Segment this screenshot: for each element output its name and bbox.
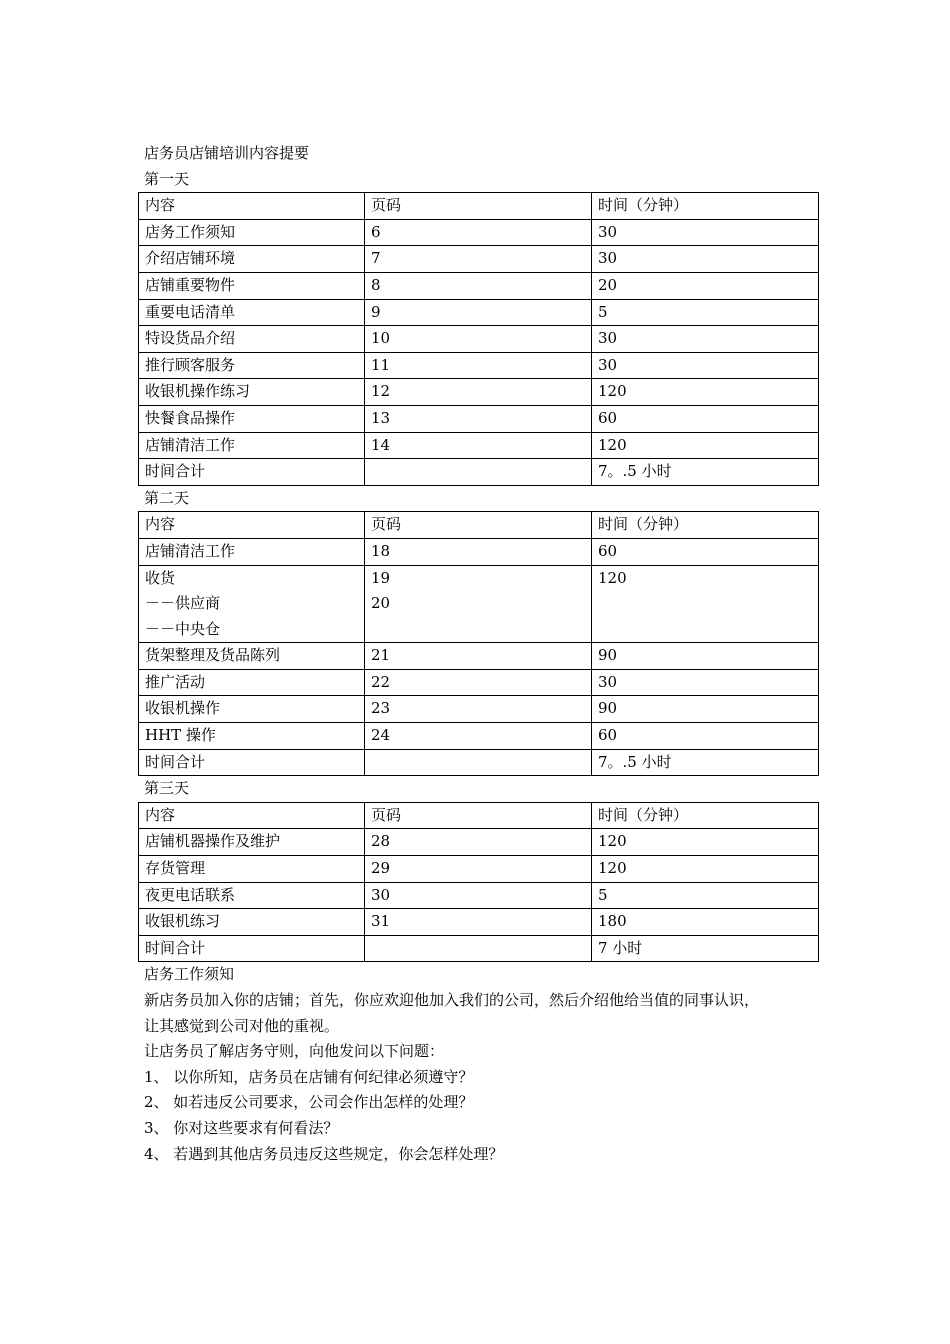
cell-content: 货架整理及货品陈列 [139, 643, 365, 670]
table-row [139, 565, 819, 643]
table-row [139, 882, 819, 909]
cell-content: HHT 操作 [139, 723, 365, 750]
cell-time: 120 [592, 432, 819, 459]
day1-label: 第一天 [144, 169, 190, 188]
question-item: 4、 若遇到其他店务员违反这些规定，你会怎样处理？ [144, 1144, 504, 1163]
table-row [139, 643, 819, 670]
cell-content: 店务工作须知 [139, 219, 365, 246]
total-label: 时间合计 [139, 749, 365, 776]
cell-time: 90 [592, 696, 819, 723]
cell-page: 10 [365, 326, 592, 353]
cell-content: 介绍店铺环境 [139, 246, 365, 273]
cell-time: 30 [592, 219, 819, 246]
header-content: 内容 [139, 193, 365, 220]
cell-time: 60 [592, 723, 819, 750]
day3-table [138, 802, 819, 963]
cell-page: 13 [365, 405, 592, 432]
header-content: 内容 [139, 802, 365, 829]
cell-time: 90 [592, 643, 819, 670]
table-total-row [139, 459, 819, 486]
total-label: 时间合计 [139, 935, 365, 962]
cell-content: 推行顾客服务 [139, 352, 365, 379]
day2-label: 第二天 [144, 488, 190, 507]
cell-page: 9 [365, 299, 592, 326]
cell-page: 11 [365, 352, 592, 379]
cell-content: 店铺机器操作及维护 [139, 829, 365, 856]
table-row [139, 669, 819, 696]
header-time: 时间（分钟） [592, 193, 819, 220]
table-header-row [139, 802, 819, 829]
table-row [139, 856, 819, 883]
cell-time: 20 [592, 272, 819, 299]
cell-time: 5 [592, 299, 819, 326]
header-page: 页码 [365, 193, 592, 220]
cell-time: 120 [592, 829, 819, 856]
cell-page: 23 [365, 696, 592, 723]
cell-page [365, 565, 592, 643]
cell-page: 21 [365, 643, 592, 670]
table-row [139, 829, 819, 856]
cell-content: 重要电话清单 [139, 299, 365, 326]
table-row [139, 538, 819, 565]
header-page: 页码 [365, 802, 592, 829]
question-item: 3、 你对这些要求有何看法？ [144, 1118, 339, 1137]
cell-time: 30 [592, 352, 819, 379]
table-row [139, 246, 819, 273]
table-header-row [139, 512, 819, 539]
cell-content: 店铺清洁工作 [139, 432, 365, 459]
total-value: 7。.5 小时 [592, 749, 819, 776]
table-total-row [139, 749, 819, 776]
header-time: 时间（分钟） [592, 512, 819, 539]
day3-label: 第三天 [144, 779, 190, 798]
paragraph-line: 让其感觉到公司对他的重视。 [144, 1016, 340, 1035]
total-label: 时间合计 [139, 459, 365, 486]
question-item: 2、 如若违反公司要求，公司会作出怎样的处理？ [144, 1093, 474, 1112]
cell-time: 60 [592, 405, 819, 432]
cell-time: 120 [592, 856, 819, 883]
cell-content: 快餐食品操作 [139, 405, 365, 432]
cell-time: 120 [592, 379, 819, 406]
cell-page: 6 [365, 219, 592, 246]
header-time: 时间（分钟） [592, 802, 819, 829]
table-row [139, 272, 819, 299]
cell-page: 28 [365, 829, 592, 856]
cell-page: 7 [365, 246, 592, 273]
total-page-empty [365, 935, 592, 962]
paragraph-line: 让店务员了解店务守则，向他发问以下问题： [144, 1042, 445, 1061]
cell-time: 180 [592, 909, 819, 936]
header-page: 页码 [365, 512, 592, 539]
cell-content: 收银机操作 [139, 696, 365, 723]
cell-content: 收银机操作练习 [139, 379, 365, 406]
cell-content-sub2: －－中央仓 [145, 619, 221, 638]
total-value: 7。.5 小时 [592, 459, 819, 486]
cell-time: 30 [592, 326, 819, 353]
table-row [139, 909, 819, 936]
cell-time: 5 [592, 882, 819, 909]
cell-content: 店铺清洁工作 [139, 538, 365, 565]
table-row [139, 696, 819, 723]
table-header-row [139, 193, 819, 220]
question-item: 1、 以你所知，店务员在店铺有何纪律必须遵守？ [144, 1067, 474, 1086]
document-page [138, 141, 818, 1167]
cell-page: 8 [365, 272, 592, 299]
cell-time: 60 [592, 538, 819, 565]
cell-page-line1: 19 [371, 568, 391, 587]
cell-page: 12 [365, 379, 592, 406]
cell-content: 特设货品介绍 [139, 326, 365, 353]
cell-page: 30 [365, 882, 592, 909]
cell-time: 30 [592, 246, 819, 273]
table-row [139, 405, 819, 432]
table-row [139, 379, 819, 406]
cell-content: 店铺重要物件 [139, 272, 365, 299]
section-heading: 店务工作须知 [144, 965, 235, 984]
cell-time: 30 [592, 669, 819, 696]
table-total-row [139, 935, 819, 962]
cell-content: 推广活动 [139, 669, 365, 696]
table-row [139, 352, 819, 379]
day1-table [138, 192, 819, 486]
cell-page: 14 [365, 432, 592, 459]
document-title: 店务员店铺培训内容提要 [144, 144, 310, 162]
cell-time: 120 [592, 565, 819, 643]
total-value: 7 小时 [592, 935, 819, 962]
day2-table [138, 511, 819, 776]
table-row [139, 432, 819, 459]
cell-page: 22 [365, 669, 592, 696]
total-page-empty [365, 749, 592, 776]
cell-content-line: 收货 [145, 568, 176, 587]
cell-page-line2: 20 [371, 594, 391, 613]
table-row [139, 326, 819, 353]
table-row [139, 219, 819, 246]
paragraph-line: 新店务员加入你的店铺；首先，你应欢迎他加入我们的公司，然后介绍他给当值的同事认识， [144, 991, 760, 1009]
table-row [139, 723, 819, 750]
cell-page: 18 [365, 538, 592, 565]
cell-content [139, 565, 365, 643]
cell-content-sub1: －－供应商 [145, 594, 221, 613]
header-content: 内容 [139, 512, 365, 539]
table-row [139, 299, 819, 326]
cell-content: 存货管理 [139, 856, 365, 883]
cell-content: 夜更电话联系 [139, 882, 365, 909]
cell-page: 31 [365, 909, 592, 936]
cell-page: 29 [365, 856, 592, 883]
cell-page: 24 [365, 723, 592, 750]
cell-content: 收银机练习 [139, 909, 365, 936]
total-page-empty [365, 459, 592, 486]
